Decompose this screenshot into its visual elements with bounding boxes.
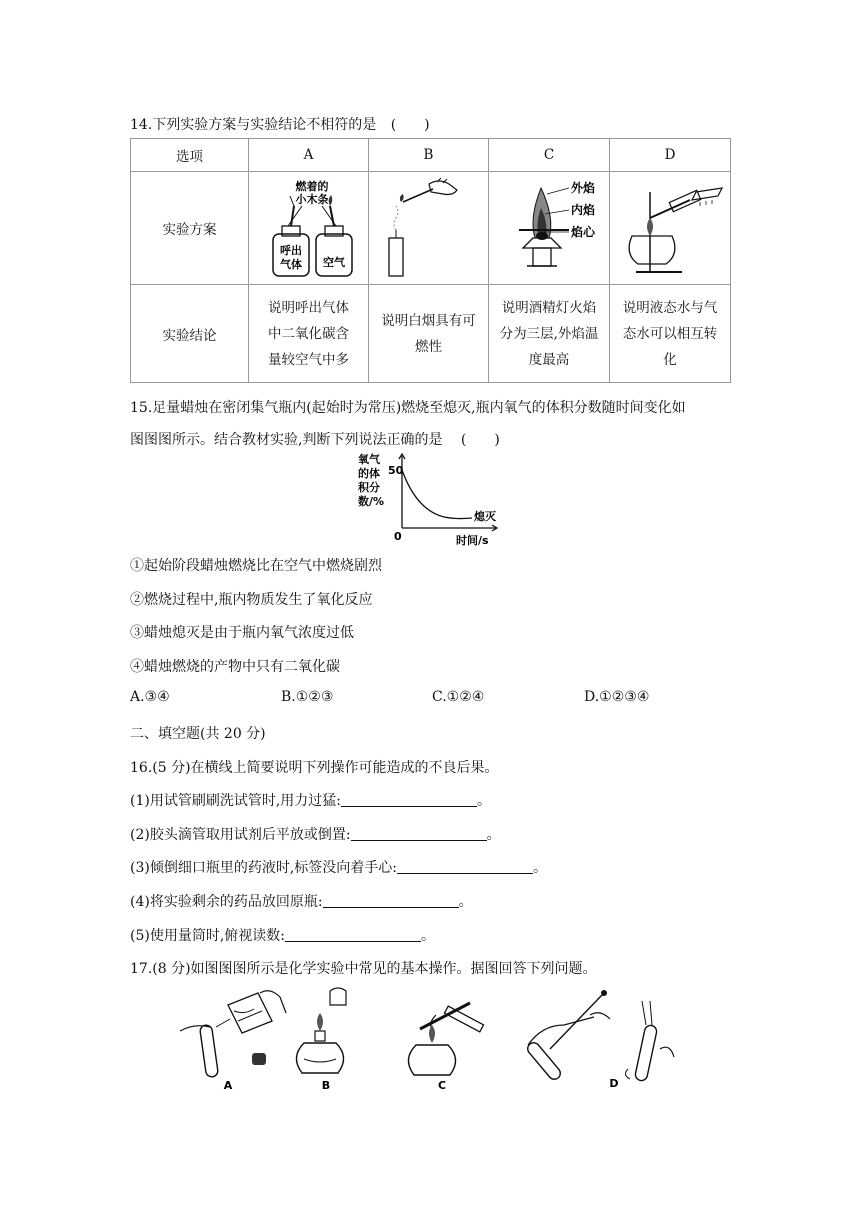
conclusion-line: 说明液态水与气 <box>622 299 718 316</box>
candle-white-smoke-figure <box>369 172 487 280</box>
q15-option-a: A.③④ <box>130 689 170 705</box>
row-label-conclusion: 实验结论 <box>131 285 249 383</box>
answer-blank[interactable] <box>397 859 533 874</box>
breath-vs-air-figure <box>250 172 368 280</box>
q14-header-row <box>131 139 731 172</box>
q16-item-3 <box>130 857 547 877</box>
water-boiling-condensing-figure <box>610 172 730 280</box>
q15-statement-2: ②燃烧过程中,瓶内物质发生了氧化反应 <box>130 592 373 608</box>
graph-ylabel-2: 的体 <box>358 467 380 480</box>
q14-conclusion-row <box>131 285 731 383</box>
label-burning: 燃着的 <box>295 180 328 193</box>
conclusion-line: 化 <box>663 351 677 368</box>
q16-item-text: (2)胶头滴管取用试剂后平放或倒置: <box>130 827 351 843</box>
conclusion-b <box>369 285 489 383</box>
label-exhaled: 呼出 <box>279 244 302 257</box>
q14-stem <box>130 114 430 134</box>
graph-annotation-extinguished: 熄灭 <box>474 510 496 523</box>
conclusion-line: 燃性 <box>414 338 442 355</box>
figure-label-b: B <box>321 1079 331 1092</box>
q14-stem-text: 14.下列实验方案与实验结论不相符的是 <box>130 117 377 133</box>
operation-c-heating <box>408 1003 483 1092</box>
q16-item-text: (1)用试管刷刷洗试管时,用力过猛: <box>130 793 341 809</box>
graph-origin: 0 <box>394 530 402 543</box>
graph-xlabel: 时间/s <box>456 534 489 547</box>
q14-answer-paren: ( ) <box>390 117 430 133</box>
q15-statement-4: ④蜡烛燃烧的产物中只有二氧化碳 <box>130 659 340 675</box>
label-inner-flame: 内焰 <box>570 203 595 217</box>
period: 。 <box>421 928 435 944</box>
conclusion-c <box>488 285 609 383</box>
q15-answer-paren: ( ) <box>460 432 500 448</box>
label-outer-flame: 外焰 <box>570 181 595 195</box>
answer-blank[interactable] <box>285 927 421 942</box>
q15-stem-line1: 15.足量蜡烛在密闭集气瓶内(起始时为常压)燃烧至熄灭,瓶内氧气的体积分数随时间变化如 <box>130 400 686 416</box>
period: 。 <box>477 793 491 809</box>
figure-c-cell <box>488 172 609 285</box>
q15-stem-line2 <box>130 429 500 449</box>
header-cell: C <box>488 139 609 172</box>
q15-statement-1: ①起始阶段蜡烛燃烧比在空气中燃烧剧烈 <box>130 558 382 574</box>
q16-item-4 <box>130 891 473 911</box>
figure-d-cell <box>609 172 730 285</box>
q15-option-b: B.①②③ <box>281 689 334 705</box>
q17-stem: 17.(8 分)如图图图所示是化学实验中常见的基本操作。据图回答下列问题。 <box>130 961 597 977</box>
graph-ylabel-4: 数/% <box>358 495 385 508</box>
graph-oxygen-curve <box>402 470 472 519</box>
answer-blank[interactable] <box>341 792 477 807</box>
q16-item-text: (3)倾倒细口瓶里的药液时,标签没向着手心: <box>130 860 397 876</box>
conclusion-line: 态水可以相互转 <box>622 325 718 342</box>
alcohol-lamp-flame-figure <box>489 172 609 280</box>
q16-item-text: (5)使用量筒时,俯视读数: <box>130 928 285 944</box>
conclusion-a <box>249 285 369 383</box>
period: 。 <box>533 860 547 876</box>
period: 。 <box>458 894 473 910</box>
q14-table <box>130 138 731 383</box>
operation-b-alcohol-lamp <box>296 988 346 1092</box>
graph-ylabel-3: 积分 <box>358 481 380 494</box>
q16-item-1 <box>130 790 491 810</box>
q15-option-c: C.①②④ <box>432 689 485 705</box>
conclusion-line: 中二氧化碳含 <box>268 325 349 342</box>
q16-stem: 16.(5 分)在横线上简要说明下列操作可能造成的不良后果。 <box>130 760 499 776</box>
q15-option-d: D.①②③④ <box>584 689 650 705</box>
q16-item-text: (4)将实验剩余的药品放回原瓶: <box>130 894 323 910</box>
lab-operations-figure <box>170 985 690 1095</box>
header-cell: B <box>369 139 489 172</box>
conclusion-d <box>609 285 730 383</box>
conclusion-line: 度最高 <box>528 351 570 368</box>
conclusion-line: 说明呼出气体 <box>268 299 349 316</box>
section-title-fill-in: 二、填空题(共 20 分) <box>130 726 266 742</box>
label-flame-core: 焰心 <box>570 225 595 239</box>
header-cell: 选项 <box>131 139 249 172</box>
header-cell: D <box>609 139 730 172</box>
label-stick: 小木条 <box>295 193 328 206</box>
figure-label-d: D <box>609 1077 619 1090</box>
operation-d-test-tube <box>525 990 674 1090</box>
q15-stem-text: 图图图所示。结合教材实验,判断下列说法正确的是 <box>130 432 443 448</box>
conclusion-line: 说明白烟具有可 <box>381 312 476 329</box>
answer-blank[interactable] <box>323 893 459 908</box>
operation-a-pouring <box>180 991 286 1092</box>
conclusion-line: 说明酒精灯火焰 <box>501 299 597 316</box>
figure-b-cell <box>369 172 489 285</box>
conclusion-line: 分为三层,外焰温 <box>499 325 599 342</box>
label-gas: 气体 <box>279 258 302 271</box>
figure-label-a: A <box>223 1079 233 1092</box>
period: 。 <box>486 827 501 843</box>
q14-plan-row <box>131 172 731 285</box>
header-cell: A <box>249 139 369 172</box>
q16-item-5 <box>130 925 435 945</box>
answer-blank[interactable] <box>351 826 487 841</box>
graph-y-tick-50: 50 <box>388 464 404 477</box>
graph-ylabel-1: 氧气 <box>358 453 380 466</box>
figure-label-c: C <box>437 1079 447 1092</box>
q15-statement-3: ③蜡烛熄灭是由于瓶内氧气浓度过低 <box>130 625 354 641</box>
figure-a-cell <box>249 172 369 285</box>
label-air: 空气 <box>322 256 345 269</box>
conclusion-line: 量较空气中多 <box>268 351 349 368</box>
q16-item-2 <box>130 824 501 844</box>
oxygen-fraction-graph <box>356 450 506 550</box>
row-label-plan: 实验方案 <box>131 172 249 285</box>
